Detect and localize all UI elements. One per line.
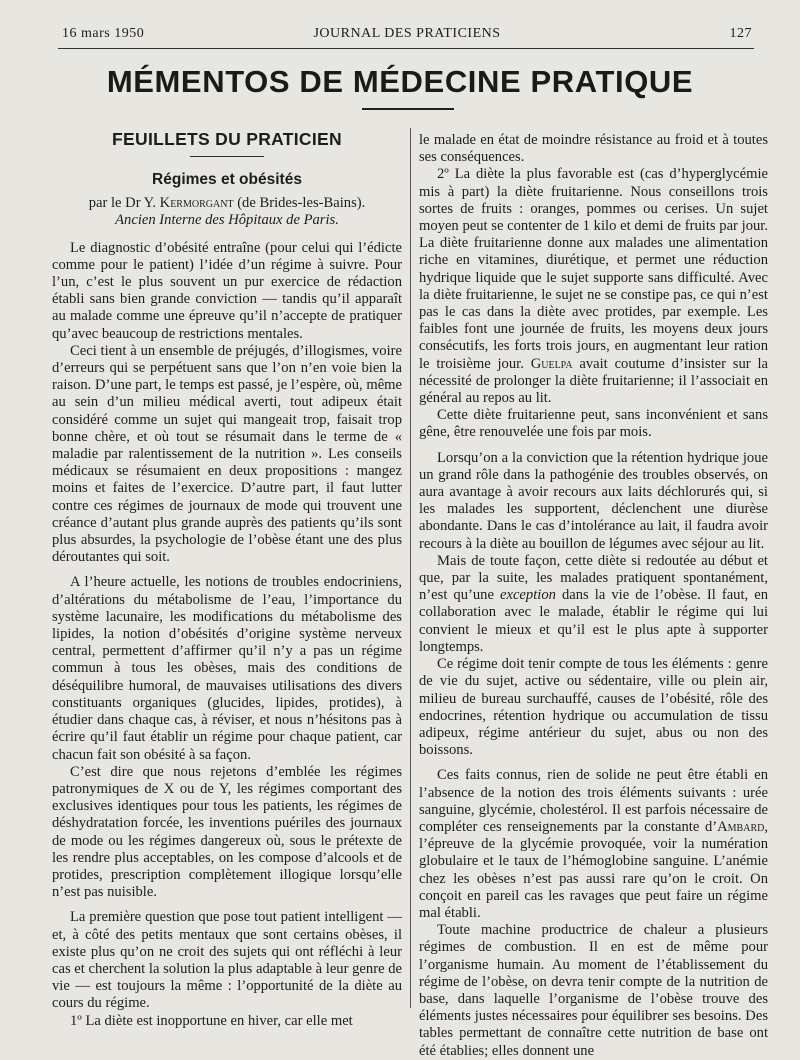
paragraph: Cette diète fruitarienne peut, sans inconvénient et sans gêne, être renouvelée une fois par mois. (419, 407, 768, 441)
left-column (52, 126, 402, 1030)
paragraph: 1º La diète est inopportune en hiver, car elle met (70, 1012, 353, 1029)
paragraph: C’est dire que nous rejetons d’emblée les régimes patronymiques de X ou de Y, les régimes comportant des exclusives identiques pour tous les patients, les régimes de déshydratation forcée, les inventions puériles des journaux de mode ou les régimes dangereux où, sous le prétexte de les rendre plus acceptables, on les compose d’alcools et de protides, prescription complètement illogique lorsqu’elle n’est pas nuisible. (52, 763, 402, 901)
section-rule (190, 156, 264, 157)
author-reference-guelpa: Guelpa (530, 355, 573, 372)
header-journal-title: JOURNAL DES PRATICIENS (313, 26, 501, 41)
header-rule (58, 48, 754, 49)
article-title: Régimes et obésités (152, 171, 302, 189)
running-header (62, 26, 752, 44)
paragraph (419, 166, 768, 407)
byline (52, 194, 402, 212)
right-column (419, 132, 768, 1060)
paragraph (419, 553, 768, 656)
title-underline (362, 108, 454, 110)
paragraph-text: , l’épreuve de la glycémie provoquée, voir la numération globulaire et le taux de l’hémoglobine sanguine. L’anémie chez les obèses n’est pas aussi rare qu’on le croit. On conçoit en pareil cas les ravages que peut faire un régime mal établi. (419, 818, 768, 921)
paragraph-text: Ces faits connus, rien de solide ne peut être établi en l’absence de la notion des trois éléments suivants : urée sanguine, glycémie, cholestérol. Il est parfois nécessaire de compléter ces renseignements par la constante d’ (419, 767, 768, 835)
paragraph-text: avait coutume d’insister sur la nécessité de prolonger la diète fruitarienne; il l’associait en général au repos au lit. (419, 355, 768, 407)
byline-prefix: par le Dr Y. (88, 195, 156, 212)
author-reference-ambard: Ambard (717, 818, 765, 835)
paragraph: Le diagnostic d’obésité entraîne (pour celui qui l’édicte comme pour le patient) l’idée d’un régime à suivre. Pour l’un, c’est le plus souvent un pur exercice de rédaction établi sans bien grande conviction — tandis qu’il apparaît au malade comme une épreuve qu’il n’accepte de pratiquer qu’avec beaucoup de restrictions mentales. (52, 239, 402, 342)
column-divider (410, 128, 411, 1008)
byline-suffix: (de Brides-les-Bains). (237, 195, 366, 212)
author-name: Kermorgant (159, 195, 234, 212)
section-title: FEUILLETS DU PRATICIEN (112, 129, 342, 149)
paragraph: Ce régime doit tenir compte de tous les éléments : genre de vie du sujet, active ou sédentaire, ville ou plein air, milieu de bureau surchauffé, causes de l’obésité, rôle des endocrines, rétention hydrique ou accumulation de tissu adipeux, régime antérieur du sujet, abus ou non des boissons. (419, 656, 768, 759)
paragraph-text: Mais de toute façon, cette diète si redoutée au début et que, par la suite, les malades pratiquent spontanément, n’est qu’une (419, 552, 768, 604)
paragraph: le malade en état de moindre résistance au froid et à toutes ses conséquences. (419, 132, 768, 166)
author-affiliation: Ancien Interne des Hôpitaux de Paris. (115, 212, 339, 229)
paragraph: La première question que pose tout patient intelligent — et, à côté des petits mentaux que sont certains obèses, il existe plus qu’on ne croit des sujets qui ont réfléchi à leur cas et cherchent la solution la plus adaptable à leur genre de vie — est toujours la même : l’opportunité de la diète au cours du régime. (52, 909, 402, 1012)
paragraph: Lorsqu’on a la conviction que la rétention hydrique joue un grand rôle dans la pathogénie des troubles observés, on aura avantage à avoir recours aux laits déchlorurés qui, si les malades les supportent, déclenchent une diurèse abondante. Dans le cas d’intolérance au lait, il faudra avoir recours à la diète au bouillon de légumes avec séjour au lit. (419, 449, 768, 552)
page-title: MÉMENTOS DE MÉDECINE PRATIQUE (106, 64, 694, 99)
paragraph-text: dans la vie de l’obèse. Il faut, en collaboration avec le malade, établir le régime qui lui convient le mieux et qu’il est le plus apte à supporter longtemps. (419, 587, 768, 655)
paragraph (419, 767, 768, 922)
emphasis-exception: exception (500, 587, 556, 604)
paragraph: A l’heure actuelle, les notions de troubles endocriniens, d’altérations du métabolisme de l’eau, l’importance du système lacunaire, les modifications du métabolisme des lipides, la notion d’obésités d’origine système nerveux central, permettent d’affirmer qu’il n’y a pas un régime commun à tous les obèses, mais des conditions de déséquilibre humoral, de mauvaises utilisations des divers constituants organiques (glucides, lipides, protides), à étudier dans chaque cas, à réviser, et nous n’hésitons pas à écrire qu’il faut établir un régime pour chaque patient, car chacun fait son obésité à sa façon. (52, 574, 402, 763)
paragraph: Ceci tient à un ensemble de préjugés, d’illogismes, voire d’erreurs qui se perpétuent sans que l’on n’en voie bien la raison. D’une part, le temps est passé, je l’espère, où, même au sein d’un milieu médical averti, tout adipeux était considéré comme un sujet qui mangeait trop, faisait trop bonne chère, et où tout se résumait dans le terme de « maladie par ralentissement de la nutrition ». Les conseils médicaux se résumaient en deux propositions : mangez moins et faites de l’exercice. D’autre part, il faut lutter contre ces régimes de journaux de mode qui trouvent une créance d’autant plus grande auprès des patients qu’ils sont plus absurdes, la psychologie de l’obèse étant une des plus déroutantes qui soit. (52, 342, 402, 566)
paragraph-text: 2º La diète la plus favorable est (cas d’hyperglycémie mis à part) la diète fruitarienne. Nous conseillons trois sortes de fruits : oranges, pommes ou cerises. Un sujet moyen peut se contenter de 1 kilo et demi de fruits par jour. La diète fruitarienne donne aux malades une alimentation riche en vitamines, diurétique, et permet une réduction hydrique liquide que le sujet supporte sans difficulté. Avec la diète fruitarienne, le sujet ne se constipe pas, ce qui n’est pas le cas dans la diète avec protides, par exemple. Les faibles font une journée de fruits, les moyens deux jours consécutifs, les forts trois jours, en augmentant leur ration le troisième jour. (419, 166, 768, 372)
paragraph: Toute machine productrice de chaleur a plusieurs régimes de combustion. Il en est de même pour l’organisme humain. Au moment de l’établissement du régime de l’obèse, on devra tenir compte de la nutrition de base, dans laquelle l’organisme de l’obèse trouve des éléments justes nécessaires pour équilibrer ses besoins. Des tables permettant de connaître cette nutrition de base ont été établies; elles donnent une (419, 922, 768, 1059)
header-date: 16 mars 1950 (62, 26, 145, 41)
header-page-number: 127 (729, 26, 752, 41)
